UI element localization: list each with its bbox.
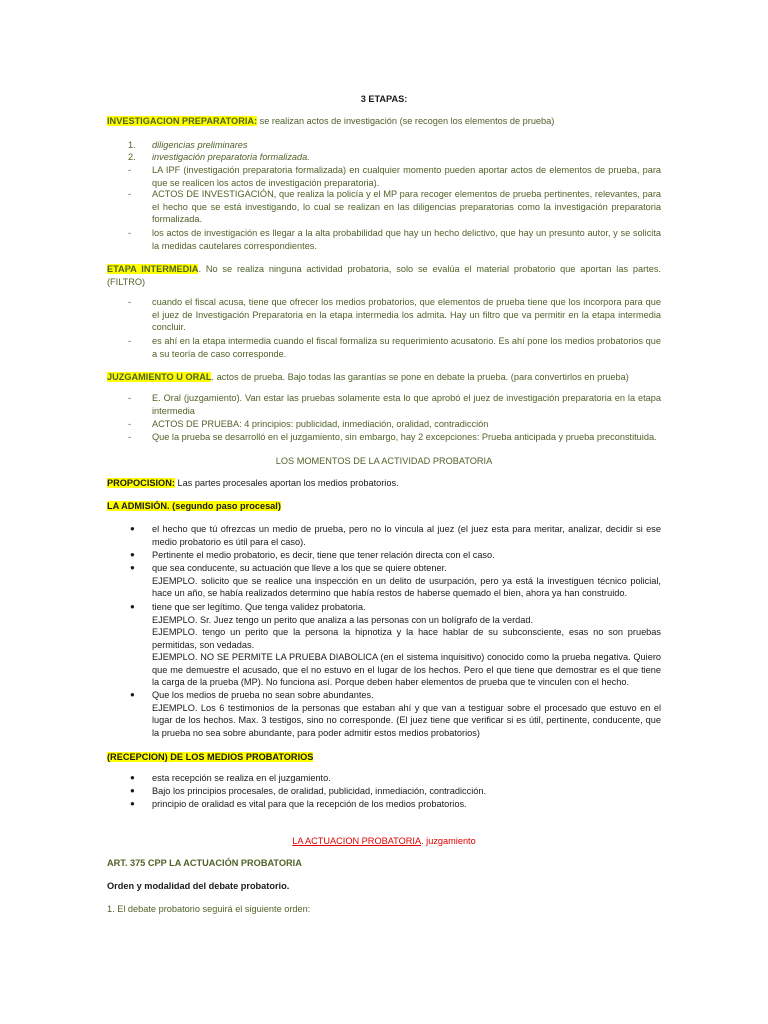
- list-item: Pertinente el medio probatorio, es decir, tiene que tener relación directa con el caso.: [152, 550, 495, 560]
- bullet-icon: ●: [130, 773, 135, 782]
- list-item: Que los medios de prueba no sean sobre abundantes. EJEMPLO. Los 6 testimonios de la personas que estaban ahí y que van a testiguar sobre el procesado que estuvo en el lugar de los hechos. Max. 3 testigos, sino no corresponde. (El juez tiene que verificar si es útil, pertinente, conducente, que la prueba no sea sobre abundante, para poder admitir estos medios probatorios): [152, 690, 661, 738]
- list-item: ACTOS DE PRUEBA: 4 principios: publicidad, inmediación, oralidad, contradicción: [152, 419, 489, 429]
- bullet-icon: ●: [130, 799, 135, 808]
- dash-marker: -: [128, 419, 132, 429]
- section-intro-investigacion: se realizan actos de investigación (se recogen los elementos de prueba): [257, 116, 555, 126]
- bullet-icon: ●: [130, 602, 135, 611]
- actuacion-title-line: [107, 835, 661, 848]
- admision-heading-line: [107, 500, 661, 513]
- section-intro-juzgamiento: . actos de prueba. Bajo todas las garantías se pone en debate la prueba. (para convertirlos en prueba): [211, 372, 629, 382]
- bullet-icon: ●: [130, 524, 135, 533]
- list-item: los actos de investigación es llegar a la alta probabilidad que hay un hecho delictivo, que hay un presunto autor, y se solicita la medidas cautelares correspondientes.: [152, 228, 661, 251]
- orden-heading: Orden y modalidad del debate probatorio.: [107, 881, 290, 891]
- list-item: investigación preparatoria formalizada.: [152, 152, 310, 162]
- momentos-title: LOS MOMENTOS DE LA ACTIVIDAD PROBATORIA: [275, 456, 493, 466]
- section-juzgamiento: [107, 371, 661, 384]
- actuacion-suffix: . juzgamiento: [421, 836, 476, 846]
- list-item: diligencias preliminares: [152, 140, 248, 150]
- dash-marker: -: [128, 189, 132, 199]
- list-item: Que la prueba se desarrolló en el juzgamiento, sin embargo, hay 2 excepciones: Prueba anticipada y prueba preconstituida.: [152, 432, 657, 442]
- section-intro-intermedia: . No se realiza ninguna actividad probatoria, solo se evalúa el material probatorio que aportan las partes. (FILTRO): [107, 264, 661, 287]
- debate-line: 1. El debate probatorio seguirá el siguiente orden:: [107, 904, 311, 914]
- list-item: esta recepción se realiza en el juzgamiento.: [152, 773, 331, 783]
- dash-marker: -: [128, 228, 132, 238]
- dash-marker: -: [128, 336, 132, 346]
- proposicion-paragraph: [107, 477, 661, 490]
- list-item: E. Oral (juzgamiento). Van estar las pruebas solamente esta lo que aprobó el juez de investigación preparatoria en la etapa intermedia: [152, 393, 661, 416]
- list-item: que sea conducente, su actuación que lleve a los que se quiere obtener. EJEMPLO. solicito que se realice una inspección en un delito de usurpación, pero ya está la investiguen técnico policial, hace un año, se había realizados determino que había restos de haberse quemado el bien, ahora ya han construido.: [152, 563, 661, 598]
- section-etapa-intermedia: [107, 263, 661, 288]
- bullet-icon: ●: [130, 690, 135, 699]
- list-item: ACTOS DE INVESTIGACIÓN, que realiza la policía y el MP para recoger elementos de prueba pertinentes, relevantes, para el hecho que se está investigando, lo cual se realizan en las diligencias preparatorias como la investigación preparatoria formalizada.: [152, 189, 661, 224]
- bullet-icon: ●: [130, 550, 135, 559]
- bullet-icon: ●: [130, 563, 135, 572]
- list-item: tiene que ser legítimo. Que tenga validez probatoria. EJEMPLO. Sr. Juez tengo un perito que analiza a las personas con un bolígrafo de la verdad. EJEMPLO. tengo un perito que la persona la hipnotiza y la hace hablar de su subconsciente, esas no son pruebas permitidas, son vedadas. EJEMPLO. NO SE PERMITE LA PRUEBA DIABOLICA (en el sistema inquisitivo) conocido como la prueba negativa. Quiero que me demuestre el acusado, que el no estuvo en el lugar de los hechos. Pero el que tiene que demostrar es el que tiene la carga de la prueba (MP). No funciona así. Porque deben haber elementos de prueba que te vinculen con el hecho.: [152, 602, 661, 687]
- dash-marker: -: [128, 297, 132, 307]
- dash-marker: -: [128, 432, 132, 442]
- list-item: LA IPF (investigación preparatoria formalizada) en cualquier momento pueden aportar actos de elementos de prueba, para que se realicen los actos de investigación preparatoria).: [152, 165, 661, 188]
- proposicion-heading: PROPOCISION:: [107, 478, 175, 488]
- page-title: 3 ETAPAS:: [360, 94, 408, 104]
- list-item: principio de oralidad es vital para que la recepción de los medios probatorios.: [152, 799, 467, 809]
- list-item: cuando el fiscal acusa, tiene que ofrecer los medios probatorios, que elementos de prueba tiene que los incorpora para que el juez de Investigación Preparatoria en la etapa intermedia los admita. Hay un filtro que va permitir en la etapa intermedia concluir.: [152, 297, 661, 332]
- proposicion-text: Las partes procesales aportan los medios probatorios.: [174, 478, 399, 488]
- dash-marker: -: [128, 393, 132, 403]
- admision-heading: LA ADMISIÓN. (segundo paso procesal): [107, 501, 281, 511]
- list-number: 2.: [128, 152, 136, 162]
- recepcion-heading-line: [107, 751, 661, 764]
- section-investigacion-preparatoria: [107, 115, 661, 128]
- recepcion-heading: (RECEPCION) DE LOS MEDIOS PROBATORIOS: [107, 752, 314, 762]
- list-item: es ahí en la etapa intermedia cuando el fiscal formaliza su requerimiento acusatorio. Es ahí pone los medios probatorios que a su teoría de caso corresponde.: [152, 336, 661, 359]
- article-heading: ART. 375 CPP LA ACTUACIÓN PROBATORIA: [107, 858, 302, 868]
- list-number: 1.: [128, 140, 136, 150]
- bullet-icon: ●: [130, 786, 135, 795]
- section-heading-juzgamiento: JUZGAMIENTO U ORAL: [107, 372, 212, 382]
- list-item: Bajo los principios procesales, de oralidad, publicidad, inmediación, contradicción.: [152, 786, 487, 796]
- section-heading-investigacion: INVESTIGACION PREPARATORIA:: [107, 116, 258, 126]
- actuacion-title: LA ACTUACION PROBATORIA: [292, 836, 422, 846]
- dash-marker: -: [128, 165, 132, 175]
- section-heading-intermedia: ETAPA INTERMEDIA: [107, 264, 199, 274]
- list-item: el hecho que tú ofrezcas un medio de prueba, pero no lo vincula al juez (el juez esta para meritar, analizar, decidir si ese medio probatorio es útil para el caso).: [152, 524, 661, 547]
